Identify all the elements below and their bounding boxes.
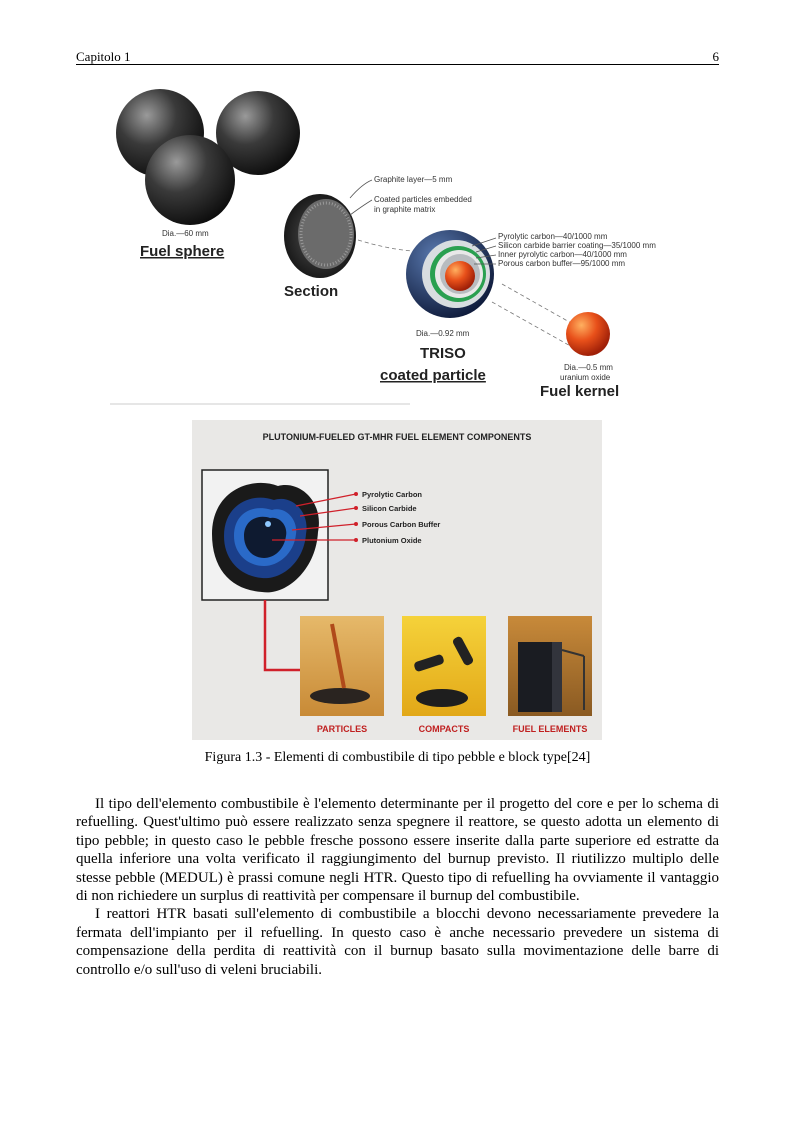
triso-dia: Dia.—0.92 mm bbox=[416, 329, 470, 338]
pebble-fuel-figure bbox=[110, 88, 690, 406]
section-label: Section bbox=[284, 283, 339, 300]
layer-label-buffer: Porous Carbon Buffer bbox=[362, 520, 441, 529]
layer-label-sic: Silicon Carbide bbox=[362, 504, 417, 513]
leader-dot bbox=[354, 506, 358, 510]
kernel-material: uranium oxide bbox=[560, 373, 611, 382]
pyrolytic-carbon-label: Pyrolytic carbon—40/1000 mm bbox=[498, 232, 608, 241]
layer-label-oxide: Plutonium Oxide bbox=[362, 536, 422, 545]
page-number: 6 bbox=[712, 49, 719, 64]
compacts-pile bbox=[416, 689, 468, 707]
coated-particles-label-2: in graphite matrix bbox=[374, 205, 436, 214]
paragraph: Il tipo dell'elemento combustibile è l'elemento determinante per il progetto del core e per lo schema di refuelling. Quest'ultimo può essere realizzato senza spegnere il reattore, se questo adotta un elemento di tipo pebble; in questo caso le pebble fresche possono essere inserite dalla parte superiore ed estratte da quella inferiore una volta verificato il raggiungimento del burnup previsto. Il riutilizzo multiplo delle stesse pebble (MEDUL) è prassi comune negli HTR. Questo tipo di refuelling ha ovviamente il vantaggio di non richiedere un surplus di reattività per compensare il burnup del combustibile. bbox=[76, 796, 719, 905]
coated-particles-label-1: Coated particles embedded bbox=[374, 195, 472, 204]
panel-label-particles: PARTICLES bbox=[316, 724, 368, 734]
fuel-sphere bbox=[145, 135, 235, 225]
fuel-kernel-label: Fuel kernel bbox=[540, 383, 620, 400]
leader-dot bbox=[354, 522, 358, 526]
coated-particle-label: coated particle bbox=[380, 367, 486, 384]
panel-label-fuel-elements: FUEL ELEMENTS bbox=[512, 724, 588, 734]
figure-title: PLUTONIUM-FUELED GT-MHR FUEL ELEMENT COMPONENTS bbox=[262, 432, 532, 442]
fuel-sphere-dia: Dia.—60 mm bbox=[162, 229, 209, 238]
paragraph: I reattori HTR basati sull'elemento di combustibile a blocchi devono necessariamente prevedere la fermata dell'impianto per il refuelling. In questo caso è anche necessario prevedere un sistema di compensazione della perdita di reattività con il burnup basato sulla movimentazione delle barre di controllo e/o sull'uso di veleni bruciabili. bbox=[76, 906, 719, 978]
fuel-sphere-label: Fuel sphere bbox=[140, 243, 225, 260]
inner-pyrolytic-label: Inner pyrolytic carbon—40/1000 mm bbox=[498, 250, 627, 259]
triso-label: TRISO bbox=[420, 345, 466, 362]
kernel-dia: Dia.—0.5 mm bbox=[564, 363, 613, 372]
particle-highlight bbox=[265, 521, 271, 527]
section-face bbox=[298, 199, 354, 269]
fuel-kernel bbox=[566, 312, 610, 356]
fuel-block-side bbox=[552, 642, 562, 712]
leader-dot bbox=[354, 538, 358, 542]
chapter-title: Capitolo 1 bbox=[76, 49, 131, 64]
page-header bbox=[76, 48, 719, 65]
porous-buffer-label: Porous carbon buffer—95/1000 mm bbox=[498, 259, 626, 268]
silicon-carbide-label: Silicon carbide barrier coating—35/1000 mm bbox=[498, 241, 656, 250]
triso-kernel bbox=[445, 261, 475, 291]
leader-dot bbox=[354, 492, 358, 496]
figure-caption: Figura 1.3 - Elementi di combustibile di tipo pebble e block type[24] bbox=[204, 750, 591, 765]
graphite-layer-label: Graphite layer—5 mm bbox=[374, 175, 453, 184]
leader-line bbox=[492, 302, 574, 348]
block-fuel-figure bbox=[192, 420, 602, 740]
leader-line bbox=[502, 284, 580, 328]
fuel-block bbox=[518, 642, 552, 712]
leader-line bbox=[346, 200, 372, 218]
layer-label-pyrolytic: Pyrolytic Carbon bbox=[362, 490, 423, 499]
leader-line bbox=[350, 180, 372, 198]
particles-pile bbox=[310, 688, 370, 704]
body-text bbox=[76, 795, 719, 979]
panel-label-compacts: COMPACTS bbox=[418, 724, 470, 734]
